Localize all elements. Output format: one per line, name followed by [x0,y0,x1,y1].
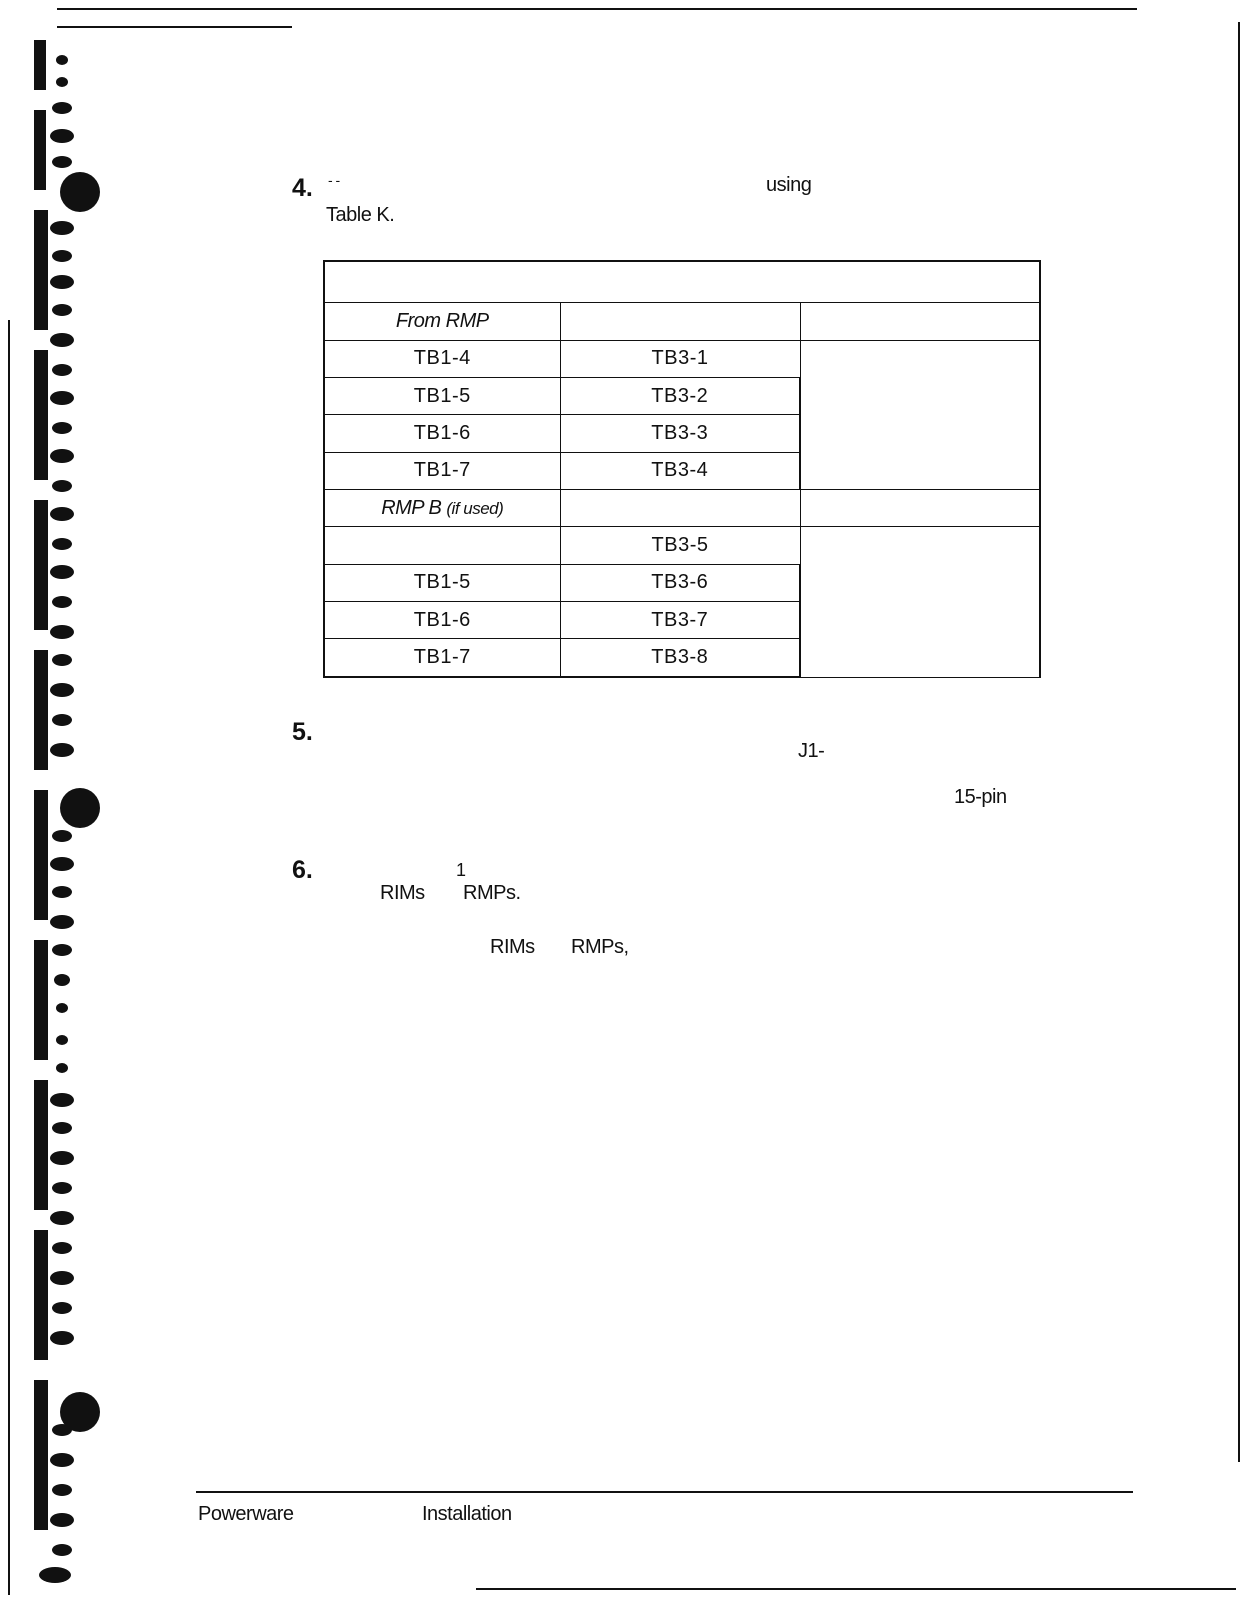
from-cell: TB1-4 [324,340,560,377]
step-4-using: using [766,174,812,196]
to-cell: TB3-4 [560,452,800,489]
binder-holes-edge [0,0,110,1602]
wiring-table [323,260,1041,678]
step-6-rmps-1: RMPs. [463,882,521,904]
footer-brand: Powerware [198,1503,294,1525]
to-cell: TB3-2 [560,378,800,415]
footer-rule [196,1491,1133,1493]
section-a-header: From RMP [324,303,560,340]
section-a-header-col2 [560,303,800,340]
step-6-rims-2: RIMs [490,936,535,958]
to-cell: TB3-3 [560,415,800,452]
section-b-header-note: (if used) [446,498,504,518]
to-cell: TB3-5 [560,527,800,564]
to-cell: TB3-7 [560,602,800,639]
to-cell: TB3-1 [560,340,800,377]
from-cell: TB1-7 [324,452,560,489]
table-row [324,340,1040,377]
from-cell [324,527,560,564]
to-cell: TB3-6 [560,564,800,601]
step-6-rmps-2: RMPs, [571,936,629,958]
top-rule [57,8,1137,10]
from-cell: TB1-6 [324,602,560,639]
step-5-j1: J1- [798,740,825,762]
step-4-table-ref: Table K. [326,204,395,226]
section-b-header-col3 [800,490,1040,527]
table-row [324,527,1040,564]
step-6-rims-1: RIMs [380,882,425,904]
step-5-pin: 15-pin [954,786,1007,808]
step-6-number: 6. [292,856,313,884]
section-a-notes-cell [800,340,1040,489]
step-4-number: 4. [292,174,313,202]
step-5-number: 5. [292,718,313,746]
footer-section: Installation [422,1503,512,1525]
right-edge-line [1238,22,1240,1462]
from-cell: TB1-5 [324,378,560,415]
section-a-header-col3 [800,303,1040,340]
from-cell: TB1-7 [324,639,560,677]
section-b-header: RMP B (if used) [324,490,560,527]
section-b-notes-cell [800,527,1040,677]
step-4-dashes: - - [328,172,340,188]
to-cell: TB3-8 [560,639,800,677]
table-title [324,261,1040,303]
from-cell: TB1-5 [324,564,560,601]
bottom-rule [476,1588,1236,1590]
step-6-one: 1 [456,860,466,880]
from-cell: TB1-6 [324,415,560,452]
section-b-header-col2 [560,490,800,527]
